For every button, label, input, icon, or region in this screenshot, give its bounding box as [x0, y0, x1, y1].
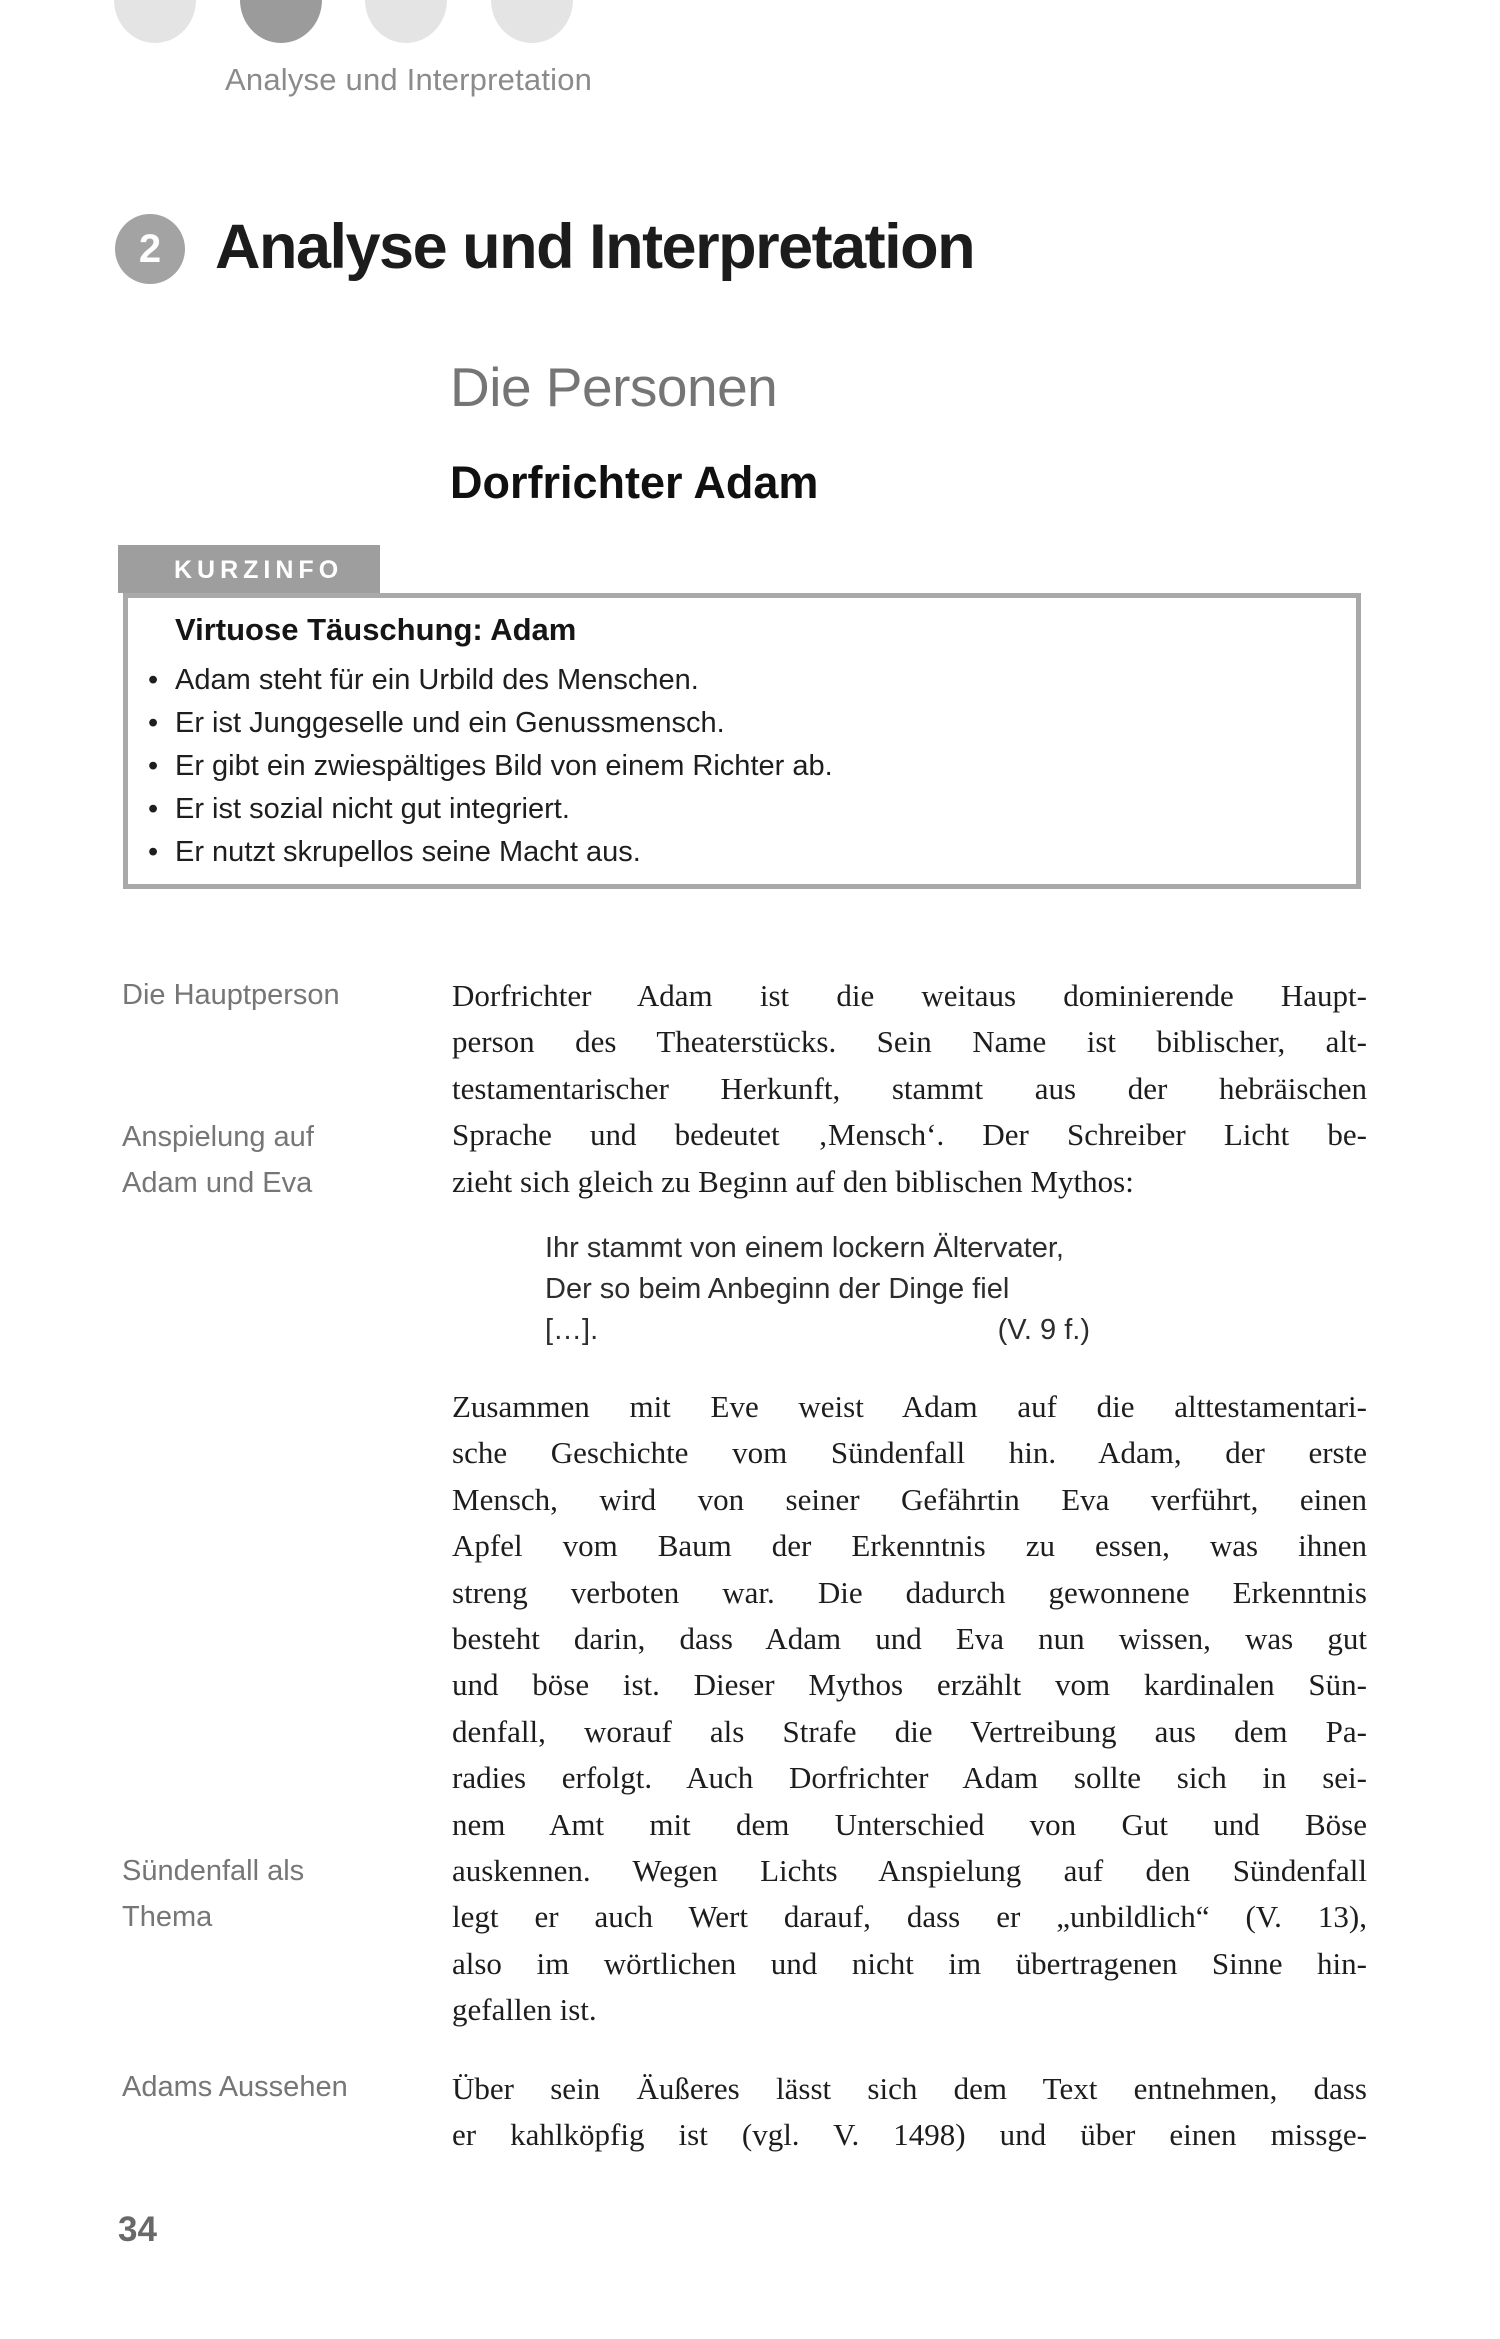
bullet-marker-icon: •	[148, 836, 159, 868]
subsection-title: Dorfrichter Adam	[450, 457, 819, 508]
text-line: streng verboten war. Die dadurch gewonnene Erkenntnis	[452, 1574, 1367, 1610]
text-line: denfall, worauf als Strafe die Vertreibung aus dem Pa-	[452, 1713, 1367, 1749]
bullet-text: Er ist sozial nicht gut integriert.	[175, 793, 570, 825]
text-line: besteht darin, dass Adam und Eva nun wissen, was gut	[452, 1621, 1367, 1657]
margin-note-line: Die Hauptperson	[122, 979, 340, 1011]
margin-note-line: Sündenfall als	[122, 1855, 305, 1887]
body-paragraph-2	[452, 1384, 1367, 2034]
text-line: Dorfrichter Adam ist die weitaus dominierende Haupt-	[452, 978, 1367, 1013]
text-line: und böse ist. Dieser Mythos erzählt vom kardinalen Sün-	[452, 1667, 1367, 1703]
text-line: auskennen. Wegen Lichts Anspielung auf den Sündenfall	[452, 1853, 1367, 1889]
quote-ellipsis: […].	[545, 1314, 599, 1346]
margin-note	[122, 1114, 437, 1206]
kurzinfo-bullet-item	[148, 745, 1356, 788]
quote-last-line	[545, 1310, 1090, 1351]
body-paragraph-3	[452, 2066, 1367, 2159]
text-line: Sprache und bedeutet ‚Mensch‘. Der Schreiber Licht be-	[452, 1117, 1367, 1153]
bullet-marker-icon: •	[148, 707, 159, 739]
text-line: Apfel vom Baum der Erkenntnis zu essen, was ihnen	[452, 1528, 1367, 1564]
text-line: Zusammen mit Eve weist Adam auf die alttestamentari-	[452, 1389, 1367, 1424]
text-line: zieht sich gleich zu Beginn auf den biblischen Mythos:	[452, 1163, 1134, 1199]
page-number: 34	[118, 2210, 157, 2249]
kurzinfo-box	[123, 593, 1361, 889]
running-header: Analyse und Interpretation	[225, 62, 593, 97]
text-line: radies erfolgt. Auch Dorfrichter Adam sollte sich in sei-	[452, 1760, 1367, 1796]
progress-dot	[114, 0, 196, 43]
bullet-text: Er gibt ein zwiespältiges Bild von einem Richter ab.	[175, 750, 833, 782]
text-line: sche Geschichte vom Sündenfall hin. Adam, der erste	[452, 1435, 1367, 1471]
bullet-marker-icon: •	[148, 750, 159, 782]
margin-note-line: Adam und Eva	[122, 1167, 313, 1199]
bullet-text: Er ist Junggeselle und ein Genussmensch.	[175, 707, 725, 739]
section-title: Die Personen	[450, 356, 778, 418]
kurzinfo-tab: KURZINFO	[118, 545, 380, 593]
kurzinfo-bullet-item	[148, 659, 1356, 702]
quote-line: Der so beim Anbeginn der Dinge fiel	[545, 1273, 1010, 1305]
bullet-text: Adam steht für ein Urbild des Menschen.	[175, 664, 699, 696]
bullet-marker-icon: •	[148, 793, 159, 825]
kurzinfo-bullet-item	[148, 702, 1356, 745]
bullet-marker-icon: •	[148, 664, 159, 696]
progress-dot	[240, 0, 322, 43]
text-line: er kahlköpfig ist (vgl. V. 1498) und über einen missge-	[452, 2117, 1367, 2153]
text-line: nem Amt mit dem Unterschied von Gut und Böse	[452, 1806, 1367, 1842]
text-line: also im wörtlichen und nicht im übertragenen Sinne hin-	[452, 1945, 1367, 1981]
quote-lines	[545, 1228, 1090, 1310]
progress-dot	[491, 0, 573, 43]
kurzinfo-bullet-item	[148, 831, 1356, 874]
margin-note	[122, 1848, 437, 1940]
quote-line: Ihr stammt von einem lockern Ältervater,	[545, 1232, 1064, 1264]
margin-note	[122, 972, 437, 1018]
kurzinfo-bullet-list	[148, 659, 1356, 874]
chapter-number-badge: 2	[115, 214, 185, 284]
verse-quote	[545, 1228, 1090, 1351]
margin-note-line: Thema	[122, 1901, 213, 1933]
margin-note	[122, 2064, 437, 2110]
body-paragraph-1	[452, 973, 1367, 1205]
text-line: person des Theaterstücks. Sein Name ist biblischer, alt-	[452, 1024, 1367, 1060]
kurzinfo-bullet-item	[148, 788, 1356, 831]
text-line: legt er auch Wert darauf, dass er „unbildlich“ (V. 13),	[452, 1899, 1367, 1935]
progress-dot	[365, 0, 447, 43]
bullet-text: Er nutzt skrupellos seine Macht aus.	[175, 836, 641, 868]
margin-note-line: Anspielung auf	[122, 1121, 314, 1153]
text-line: Mensch, wird von seiner Gefährtin Eva verführt, einen	[452, 1481, 1367, 1517]
kurzinfo-title: Virtuose Täuschung: Adam	[175, 612, 577, 647]
text-line: testamentarischer Herkunft, stammt aus der hebräischen	[452, 1070, 1367, 1106]
chapter-title: Analyse und Interpretation	[215, 212, 975, 282]
text-line: gefallen ist.	[452, 1992, 597, 2028]
quote-citation: (V. 9 f.)	[997, 1314, 1090, 1346]
text-line: Über sein Äußeres lässt sich dem Text entnehmen, dass	[452, 2071, 1367, 2106]
margin-note-line: Adams Aussehen	[122, 2071, 348, 2103]
